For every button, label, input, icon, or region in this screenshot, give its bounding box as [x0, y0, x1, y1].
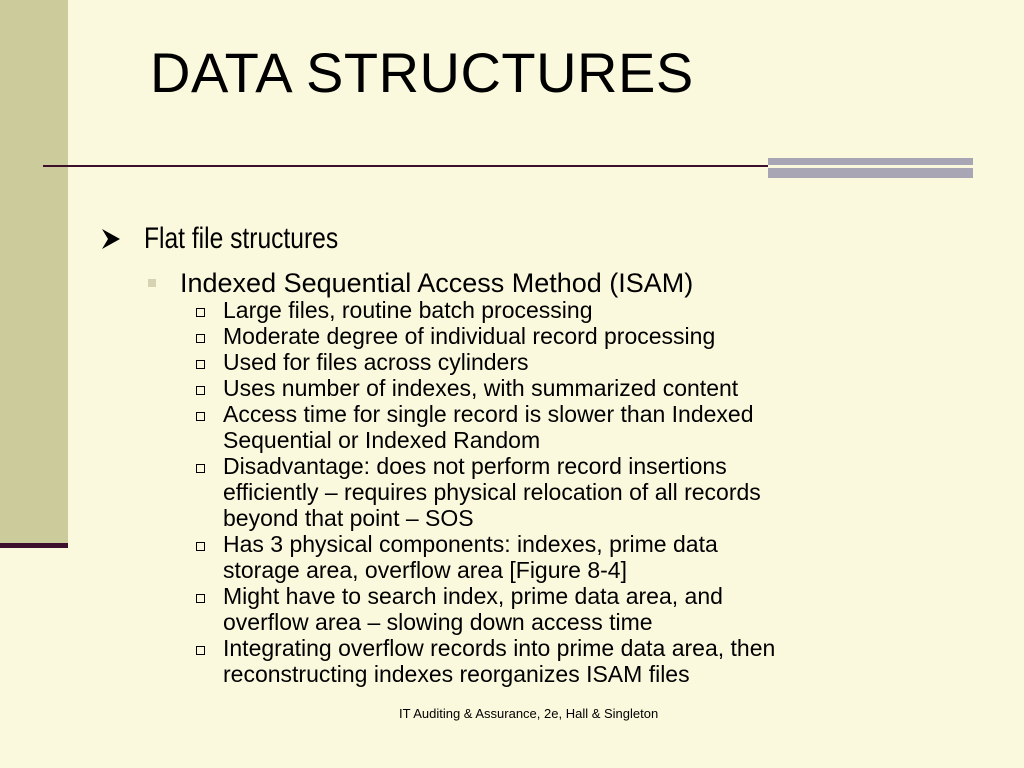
list-item-text: Uses number of indexes, with summarized content [223, 375, 739, 401]
bullet-level1-text: Flat file structures [144, 222, 339, 255]
title-accent-block [768, 158, 973, 178]
hollow-square-icon [196, 334, 205, 343]
list-item-text: Disadvantage: does not perform record insertions efficiently – requires physical relocation of all records beyond that point – SOS [223, 453, 761, 531]
hollow-square-icon [196, 646, 205, 655]
hollow-square-icon [196, 386, 205, 395]
bullet-level2-text: Indexed Sequential Access Method (ISAM) [180, 268, 694, 298]
list-item [196, 375, 896, 401]
bullet-level2 [148, 266, 693, 300]
hollow-square-icon [196, 412, 205, 421]
list-item-text: Has 3 physical components: indexes, prime data storage area, overflow area [Figure 8-4] [223, 531, 718, 583]
hollow-square-icon [196, 594, 205, 603]
title-accent-line [768, 165, 973, 168]
left-bar-rule [0, 543, 68, 548]
hollow-square-icon [196, 308, 205, 317]
hollow-square-icon [196, 464, 205, 473]
list-item [196, 349, 896, 375]
list-item [196, 401, 896, 453]
bullet-level1 [98, 222, 381, 256]
slide-title: DATA STRUCTURES [150, 41, 694, 104]
list-item [196, 323, 896, 349]
hollow-square-icon [196, 360, 205, 369]
list-item-text: Moderate degree of individual record processing [223, 323, 716, 349]
list-item-text: Might have to search index, prime data area, and overflow area – slowing down access time [223, 583, 723, 635]
list-item [196, 583, 896, 635]
hollow-square-icon [196, 542, 205, 551]
list-item-text: Large files, routine batch processing [223, 297, 593, 323]
list-item [196, 453, 896, 531]
left-decorative-bar [0, 0, 68, 545]
list-item [196, 635, 896, 687]
list-item [196, 297, 896, 323]
list-item [196, 531, 896, 583]
slide-footer: IT Auditing & Assurance, 2e, Hall & Singleton [399, 706, 659, 721]
arrow-icon [98, 226, 124, 252]
bullet-level3-list [196, 297, 896, 687]
list-item-text: Integrating overflow records into prime data area, then reconstructing indexes reorganizes ISAM files [223, 635, 776, 687]
list-item-text: Used for files across cylinders [223, 349, 529, 375]
list-item-text: Access time for single record is slower than Indexed Sequential or Indexed Random [223, 401, 754, 453]
square-bullet-icon [148, 279, 156, 287]
